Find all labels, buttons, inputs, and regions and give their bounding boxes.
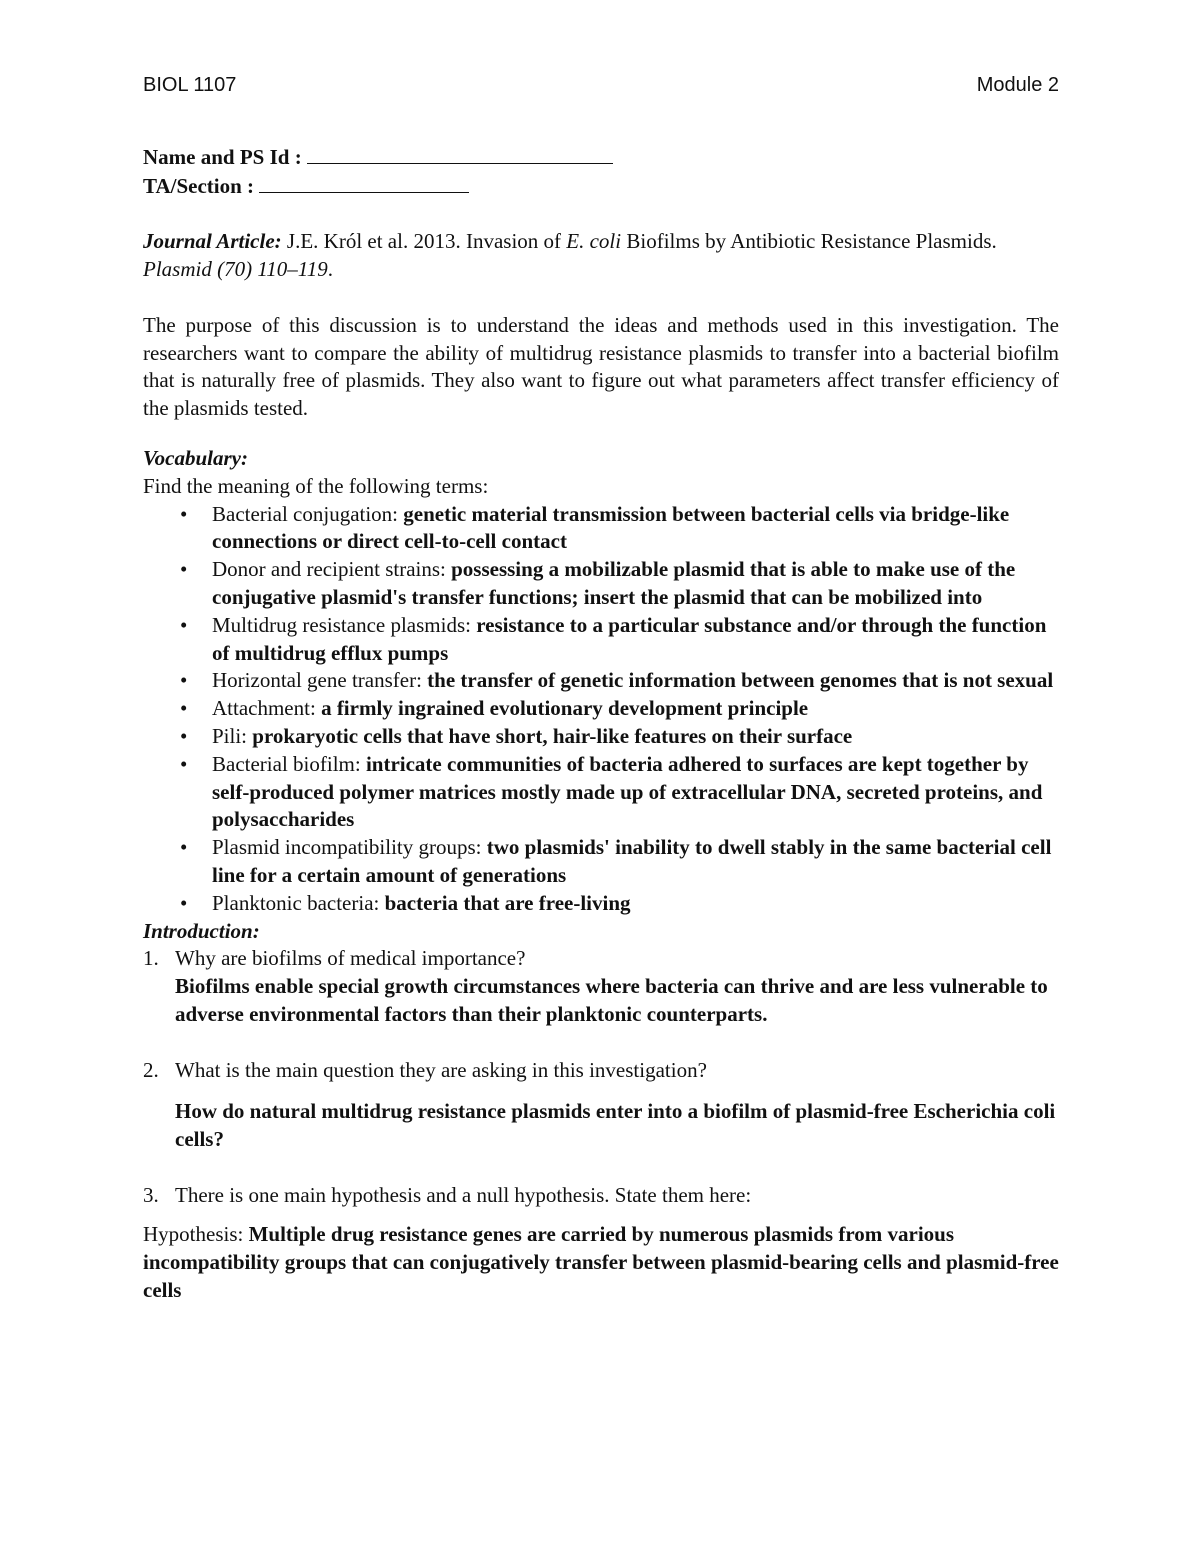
question-number: 2.: [143, 1057, 159, 1082]
name-field-row: [143, 143, 1059, 172]
question-text: What is the main question they are asking in this investigation?: [175, 1057, 707, 1082]
vocabulary-list: [143, 501, 1059, 918]
hypothesis-text: Multiple drug resistance genes are carried by numerous plasmids from various incompatibility groups that can conjugatively transfer between plasmid-bearing cells and plasmid-free cells: [143, 1222, 1059, 1303]
vocab-definition: a firmly ingrained evolutionary development principle: [321, 696, 809, 721]
question-1: [143, 945, 1059, 1028]
vocab-definition: prokaryotic cells that have short, hair-like features on their surface: [252, 723, 853, 748]
vocabulary-heading: Vocabulary:: [143, 445, 248, 470]
question-number: 1.: [143, 946, 159, 971]
vocab-item: [212, 556, 1059, 612]
vocab-definition: genetic material transmission between bacterial cells via bridge-like connections or direct cell-to-cell contact: [212, 501, 1010, 554]
vocab-term: Bacterial biofilm:: [212, 751, 366, 776]
vocab-item: [212, 501, 1059, 557]
vocabulary-intro: Find the meaning of the following terms:: [143, 473, 489, 498]
vocab-term: Multidrug resistance plasmids:: [212, 612, 477, 637]
header-module: Module 2: [976, 74, 1059, 96]
vocab-definition: the transfer of genetic information between genomes that is not sexual: [427, 668, 1054, 693]
vocab-item: [212, 890, 1059, 918]
question-3: [143, 1182, 1059, 1210]
name-label: Name and PS Id :: [143, 145, 302, 169]
vocab-item: [212, 695, 1059, 723]
article-title: Biofilms by Antibiotic Resistance Plasmids.: [621, 229, 997, 254]
journal-label: Journal Article:: [143, 229, 282, 254]
vocab-term: Pili:: [212, 723, 253, 748]
hypothesis-paragraph: [143, 1221, 1059, 1304]
vocab-item: [212, 723, 1059, 751]
vocab-definition: bacteria that are free-living: [384, 890, 631, 915]
vocab-definition: resistance to a particular substance and/or through the function of multidrug efflux pumps: [212, 612, 1047, 665]
article-species: E. coli: [566, 229, 622, 254]
vocab-term: Horizontal gene transfer:: [212, 668, 428, 693]
vocab-item: [212, 667, 1059, 695]
vocab-definition: possessing a mobilizable plasmid that is able to make use of the conjugative plasmid's transfer functions; insert the plasmid that can be mobilized into: [212, 557, 1016, 609]
journal-citation: [143, 228, 1059, 284]
vocab-definition: intricate communities of bacteria adhered to surfaces are kept together by self-produced polymer matrices mostly made up of extracellular DNA, secreted proteins, and polysaccharides: [212, 751, 1043, 832]
purpose-paragraph: The purpose of this discussion is to understand the ideas and methods used in this investigation. The researchers want to compare the ability of multidrug resistance plasmids to transfer into a bacterial biofilm that is naturally free of plasmids. They also want to figure out what parameters affect transfer efficiency of the plasmids tested.: [143, 312, 1059, 421]
vocab-term: Donor and recipient strains:: [212, 557, 452, 582]
article-authors: J.E. Król et al. 2013. Invasion of: [281, 229, 567, 254]
document-body: [143, 143, 1059, 1305]
vocab-term: Attachment:: [212, 696, 322, 721]
ta-label: TA/Section :: [143, 173, 255, 198]
vocab-term: Planktonic bacteria:: [212, 890, 385, 915]
question-text: Why are biofilms of medical importance?: [175, 946, 526, 971]
introduction-heading: Introduction:: [143, 918, 260, 943]
introduction-questions: [143, 945, 1059, 1209]
vocab-item: [212, 612, 1059, 668]
ta-blank: [259, 172, 469, 193]
question-text: There is one main hypothesis and a null hypothesis. State them here:: [175, 1182, 752, 1207]
name-blank: [307, 143, 613, 164]
vocab-term: Bacterial conjugation:: [212, 501, 404, 526]
vocab-definition: two plasmids' inability to dwell stably in the same bacterial cell line for a certain amount of generations: [212, 835, 1052, 887]
question-number: 3.: [143, 1182, 159, 1207]
answer-text: How do natural multidrug resistance plasmids enter into a biofilm of plasmid-free Escherichia coli cells?: [175, 1099, 1056, 1152]
header-course: BIOL 1107: [143, 74, 237, 96]
vocab-item: [212, 751, 1059, 834]
vocab-item: [212, 834, 1059, 890]
article-end: .: [327, 257, 333, 282]
ta-field-row: [143, 172, 1059, 201]
article-journal: Plasmid (70) 110–119: [143, 257, 328, 282]
question-2: [143, 1057, 1059, 1154]
answer-text: Biofilms enable special growth circumstances where bacteria can thrive and are less vulnerable to adverse environmental factors than their planktonic counterparts.: [175, 974, 1048, 1026]
vocab-term: Plasmid incompatibility groups:: [212, 835, 487, 860]
hypothesis-label: Hypothesis:: [143, 1222, 249, 1247]
